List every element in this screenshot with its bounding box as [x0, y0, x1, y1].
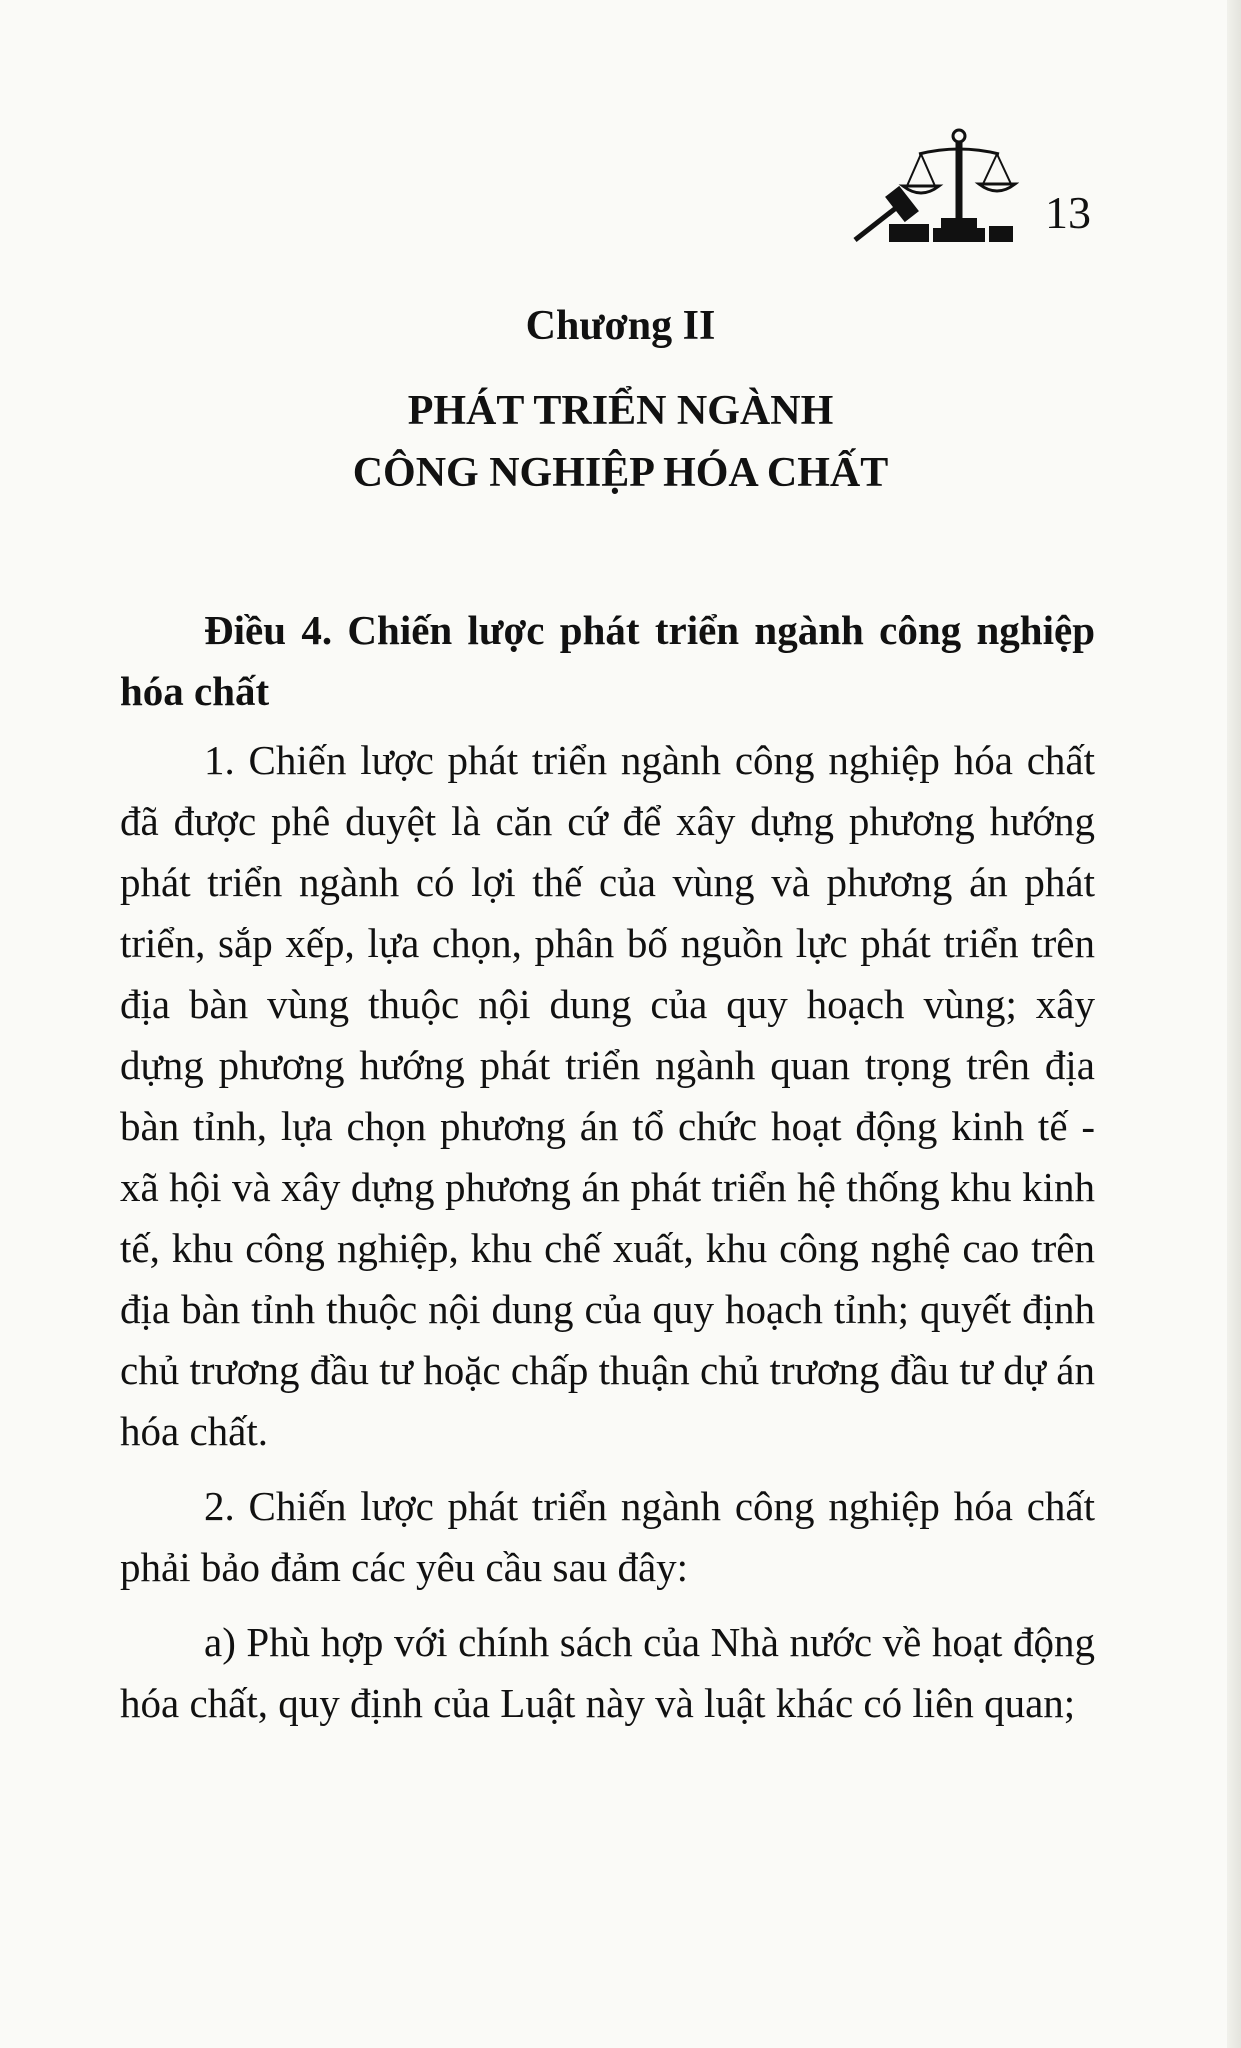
chapter-title — [0, 380, 1241, 504]
article-heading: Điều 4. Chiến lược phát triển ngành công nghiệp hóa chất — [120, 607, 1095, 714]
chapter-title-line-2: CÔNG NGHIỆP HÓA CHẤT — [352, 450, 889, 496]
chapter-label: Chương II — [525, 303, 716, 349]
page-header — [849, 128, 1091, 244]
chapter-title-line-1: PHÁT TRIỂN NGÀNH — [407, 388, 834, 434]
article-body — [120, 600, 1095, 1734]
paragraph-1: 1. Chiến lược phát triển ngành công nghiệp hóa chất đã được phê duyệt là căn cứ để xây dựng phương hướng phát triển ngành có lợi thế của vùng và phương án phát triển, sắp xếp, lựa chọn, phân bố nguồn lực phát triển trên địa bàn vùng thuộc nội dung của quy hoạch vùng; xây dựng phương hướng phát triển ngành quan trọng trên địa bàn tỉnh, lựa chọn phương án tổ chức hoạt động kinh tế - xã hội và xây dựng phương án phát triển hệ thống khu kinh tế, khu công nghiệp, khu chế xuất, khu công nghệ cao trên địa bàn tỉnh thuộc nội dung của quy hoạch tỉnh; quyết định chủ trương đầu tư hoặc chấp thuận chủ trương đầu tư dự án hóa chất. — [120, 737, 1095, 1454]
paragraph-2a: a) Phù hợp với chính sách của Nhà nước về hoạt động hóa chất, quy định của Luật này và luật khác có liên quan; — [120, 1619, 1095, 1726]
scales-of-justice-gavel-icon — [849, 128, 1019, 244]
page-number: 13 — [1045, 187, 1091, 238]
paragraph-2: 2. Chiến lược phát triển ngành công nghiệp hóa chất phải bảo đảm các yêu cầu sau đây: — [120, 1483, 1095, 1590]
